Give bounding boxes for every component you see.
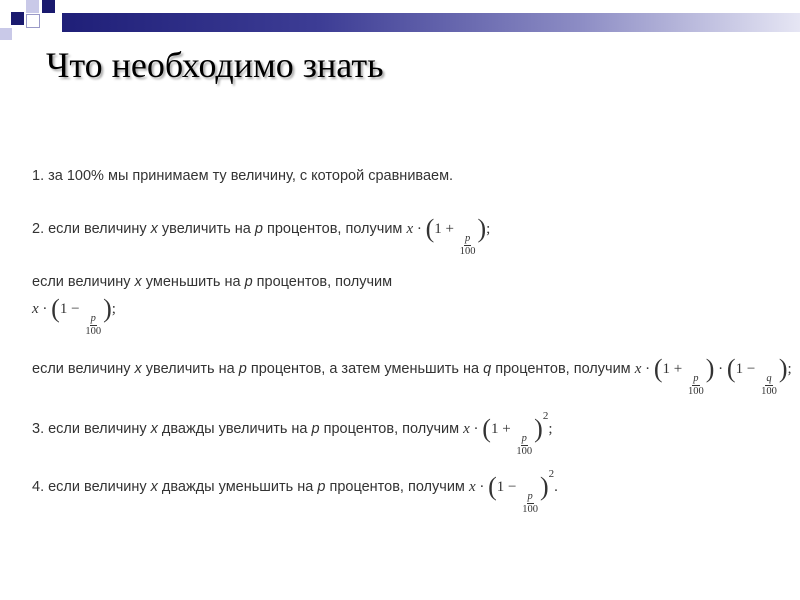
fraction-num: p xyxy=(693,373,699,384)
rule-2c-pre: если величину xyxy=(32,361,135,377)
formula-dot: · xyxy=(413,221,426,237)
rule-2b-post: процентов, получим xyxy=(252,274,393,290)
rule-4-var: x xyxy=(150,479,158,495)
formula-end: ; xyxy=(787,361,792,377)
formula-one: 1 − xyxy=(59,301,84,317)
fraction-den: 100 xyxy=(688,385,704,397)
rule-2-p: p xyxy=(254,221,263,237)
rule-2c-var: x xyxy=(134,361,142,377)
formula-x: x xyxy=(32,301,39,317)
rule-2-mid: увеличить на xyxy=(157,221,255,237)
formula-exponent: 2 xyxy=(548,468,555,480)
paren-open-2: ( xyxy=(726,354,736,383)
rule-1-text: 1. за 100% мы принимаем ту величину, с которой сравниваем. xyxy=(32,168,454,184)
formula-end: ; xyxy=(486,221,491,237)
rule-2 xyxy=(32,216,490,257)
fraction-num-2: q xyxy=(766,373,772,384)
corner-square-dark-2 xyxy=(42,0,55,13)
rule-2c-post: процентов, получим xyxy=(491,361,635,377)
rule-3-formula xyxy=(463,410,553,457)
formula-x: x xyxy=(634,361,642,377)
paren-close: ) xyxy=(477,214,487,243)
formula-one-2: 1 − xyxy=(735,361,760,377)
rule-1 xyxy=(32,168,453,184)
fraction-2 xyxy=(760,374,778,397)
formula-dot: · xyxy=(469,421,483,437)
rule-2b-var: x xyxy=(134,274,142,290)
rule-2c-p: p xyxy=(238,361,247,377)
rule-2-formula xyxy=(406,214,491,257)
rule-4-mid: дважды уменьшить на xyxy=(157,479,318,495)
formula-dot: · xyxy=(641,361,654,377)
rule-2c xyxy=(32,356,792,397)
rule-2c-formula xyxy=(634,354,792,397)
rule-2-post: процентов, получим xyxy=(262,221,407,237)
formula-end: . xyxy=(554,479,558,495)
fraction xyxy=(521,492,539,515)
corner-square-outline xyxy=(26,14,40,28)
corner-square-light xyxy=(26,0,39,13)
rule-3 xyxy=(32,410,553,457)
formula-one: 1 + xyxy=(662,361,686,377)
fraction-den-2: 100 xyxy=(761,385,777,397)
fraction xyxy=(515,434,533,457)
corner-square-dark xyxy=(11,12,24,25)
rule-2b-p: p xyxy=(244,274,253,290)
formula-x: x xyxy=(463,421,470,437)
paren-close: ) xyxy=(540,472,549,501)
paren-close-2: ) xyxy=(778,354,788,383)
formula-dot: · xyxy=(475,479,489,495)
rule-2b-pre: если величину xyxy=(32,274,135,290)
rule-4-post: процентов, получим xyxy=(325,479,469,495)
paren-open: ( xyxy=(488,472,497,501)
fraction xyxy=(687,374,705,397)
paren-close: ) xyxy=(103,294,112,323)
rule-4 xyxy=(32,468,558,515)
rule-3-mid: дважды увеличить на xyxy=(157,421,312,437)
rule-2b-formula-line xyxy=(32,296,116,337)
paren-open: ( xyxy=(482,414,491,443)
fraction-num: p xyxy=(465,233,471,244)
rule-2c-mid: увеличить на xyxy=(141,361,239,377)
rule-3-pre: 3. если величину xyxy=(32,421,151,437)
formula-one: 1 + xyxy=(434,221,458,237)
rule-2-var: x xyxy=(150,221,158,237)
formula-dot-2: · xyxy=(714,361,727,377)
rule-3-var: x xyxy=(150,421,158,437)
slide-title: Что необходимо знать xyxy=(46,45,384,85)
rule-2b-formula xyxy=(32,294,116,337)
fraction-den: 100 xyxy=(85,325,102,337)
rule-4-p: p xyxy=(317,479,326,495)
fraction xyxy=(459,234,477,257)
fraction-num: p xyxy=(521,433,527,444)
rule-2b-mid: уменьшить на xyxy=(141,274,245,290)
rule-2-pre: 2. если величину xyxy=(32,221,151,237)
rule-2c-mid2: процентов, а затем уменьшить на xyxy=(246,361,484,377)
rule-4-pre: 4. если величину xyxy=(32,479,151,495)
formula-x: x xyxy=(406,221,414,237)
formula-one: 1 + xyxy=(490,421,515,437)
formula-one: 1 − xyxy=(496,479,521,495)
paren-open: ( xyxy=(51,294,60,323)
formula-dot: · xyxy=(38,301,52,317)
fraction xyxy=(84,314,102,337)
rule-3-p: p xyxy=(311,421,320,437)
fraction-den: 100 xyxy=(522,503,538,515)
rule-4-formula xyxy=(468,468,558,515)
rule-2c-q: q xyxy=(483,361,492,377)
formula-x: x xyxy=(468,479,476,495)
fraction-den: 100 xyxy=(459,245,476,257)
header-gradient-bar xyxy=(62,13,800,32)
rule-3-post: процентов, получим xyxy=(319,421,464,437)
formula-exponent: 2 xyxy=(542,410,549,422)
paren-open: ( xyxy=(653,354,663,383)
paren-close: ) xyxy=(534,414,543,443)
formula-end: ; xyxy=(548,421,553,437)
paren-open: ( xyxy=(425,214,435,243)
paren-close: ) xyxy=(705,354,715,383)
corner-square-light-2 xyxy=(0,28,12,40)
rule-2b xyxy=(32,274,392,290)
fraction-num: p xyxy=(527,491,533,502)
fraction-num: p xyxy=(90,313,96,324)
fraction-den: 100 xyxy=(516,445,533,457)
formula-end: ; xyxy=(111,301,116,317)
